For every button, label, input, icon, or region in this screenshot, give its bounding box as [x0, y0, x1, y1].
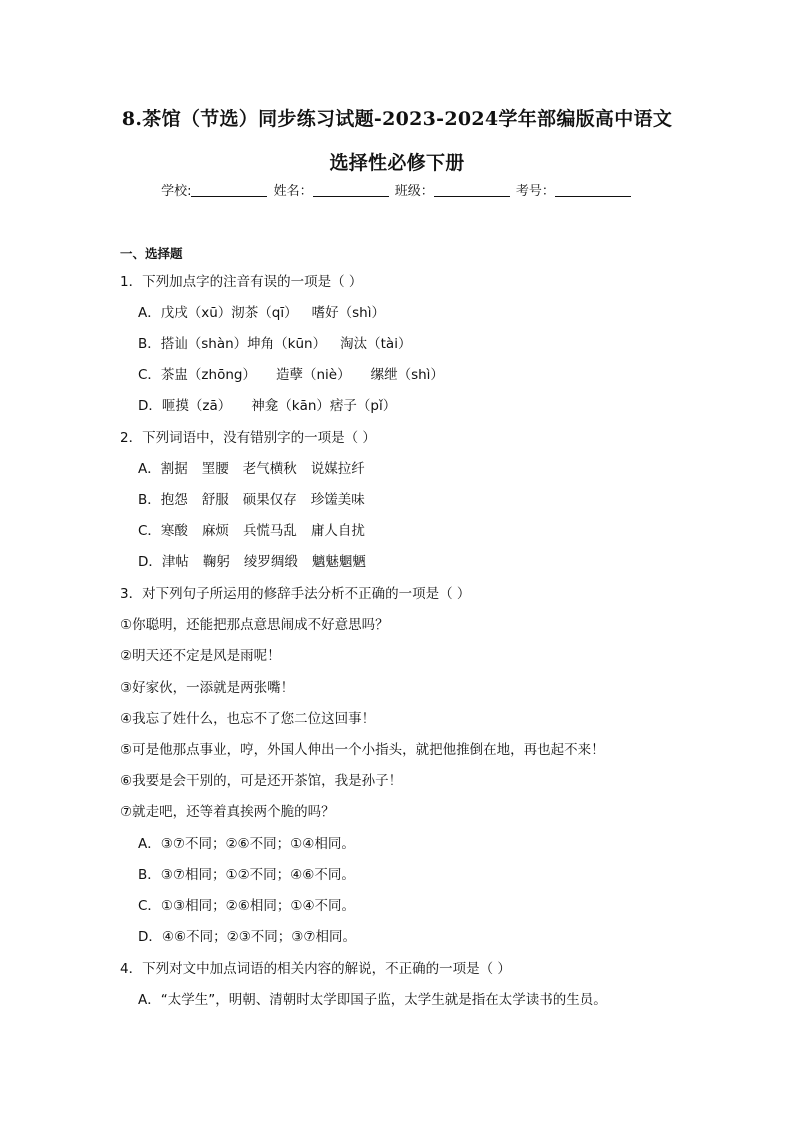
- option-text: 淘汰（tài）: [340, 336, 412, 352]
- option-text: 庸人自扰: [310, 523, 365, 539]
- question-3-sentence-5: ⑤可是他那点事业，哼，外国人伸出一个小指头，就把他推倒在地，再也起不来！: [120, 742, 605, 758]
- question-3-stem: 3．对下列句子所运用的修辞手法分析不正确的一项是（ ）: [120, 586, 471, 602]
- exam-number-blank: [555, 184, 631, 197]
- option-text: B．抱怨: [138, 492, 188, 508]
- class-label: 班级：: [394, 184, 434, 199]
- option-text: C．茶盅（zhōng）: [138, 367, 256, 383]
- question-3-sentence-4: ④我忘了姓什么，也忘不了您二位这回事！: [120, 711, 376, 727]
- class-blank: [434, 184, 510, 197]
- question-2-option-a: [138, 457, 365, 477]
- option-text: 嗜好（shì）: [311, 305, 385, 321]
- question-1-option-d: [138, 394, 396, 414]
- question-3-option-c: C．①③相同；②⑥相同；①④不同。: [138, 898, 356, 914]
- section-heading: 一、选择题: [120, 246, 183, 261]
- question-1-stem: 1．下列加点字的注音有误的一项是（ ）: [120, 274, 363, 290]
- option-text: 缧绁（shì）: [370, 367, 444, 383]
- option-text: 麻烦: [201, 523, 229, 539]
- option-text: 舒服: [201, 492, 229, 508]
- option-text: 罣腰: [201, 461, 229, 477]
- option-text: A．戊戌（xū）沏茶（qī）: [138, 305, 298, 321]
- question-3-option-b: B．③⑦相同；①②不同；④⑥不同。: [138, 867, 355, 883]
- question-3-sentence-7: ⑦就走吧，还等着真挨两个脆的吗？: [120, 804, 335, 820]
- option-text: 鞠躬: [202, 554, 230, 570]
- option-text: D．津帖: [138, 554, 189, 570]
- option-text: 硕果仅存: [242, 492, 297, 508]
- question-3-sentence-3: ③好家伙，一添就是两张嘴！: [120, 680, 295, 696]
- option-text: C．寒酸: [138, 523, 188, 539]
- name-blank: [313, 184, 389, 197]
- option-text: 老气横秋: [242, 461, 297, 477]
- question-1-option-c: [138, 363, 444, 383]
- question-3-sentence-1: ①你聪明，还能把那点意思闹成不好意思吗？: [120, 617, 389, 633]
- question-4-stem: 4．下列对文中加点词语的相关内容的解说，不正确的一项是（ ）: [120, 961, 511, 977]
- option-text: B．搭讪（shàn）坤角（kūn）: [138, 336, 327, 352]
- question-1-option-a: [138, 301, 385, 321]
- question-3-option-d: D．④⑥不同；②③不同；③⑦相同。: [138, 929, 357, 945]
- student-info-row: [0, 180, 794, 199]
- option-text: 兵慌马乱: [242, 523, 297, 539]
- option-text: 神龛（kān）痞子（pǐ）: [251, 398, 397, 414]
- question-1-option-b: [138, 332, 411, 352]
- name-label: 姓名：: [273, 184, 313, 199]
- document-title-line2: 选择性必修下册: [329, 152, 465, 174]
- question-2-option-d: [138, 550, 366, 570]
- option-text: A．割据: [138, 461, 188, 477]
- question-3-option-a: A．③⑦不同；②⑥不同；①④相同。: [138, 836, 355, 852]
- document-title-line1: 8.茶馆（节选）同步练习试题-2023-2024学年部编版高中语文: [121, 108, 673, 130]
- question-2-option-c: [138, 519, 365, 539]
- question-2-option-b: [138, 488, 365, 508]
- option-text: 珍馐美味: [310, 492, 365, 508]
- question-4-option-a: A．“太学生”，明朝、清朝时太学即国子监，太学生就是指在太学读书的生员。: [138, 992, 607, 1008]
- question-3-sentence-2: ②明天还不定是风是雨呢！: [120, 648, 281, 664]
- question-3-sentence-6: ⑥我要是会干别的，可是还开茶馆，我是孙子！: [120, 773, 403, 789]
- question-2-stem: 2．下列词语中，没有错别字的一项是（ ）: [120, 430, 376, 446]
- school-label: 学校:: [161, 184, 192, 199]
- school-blank: [191, 184, 267, 197]
- option-text: D．咂摸（zā）: [138, 398, 232, 414]
- option-text: 说媒拉纤: [310, 461, 365, 477]
- exam-number-label: 考号：: [515, 184, 555, 199]
- option-text: 造孽（niè）: [275, 367, 351, 383]
- option-text: 魑魅魍魉: [311, 554, 366, 570]
- option-text: 绫罗绸缎: [243, 554, 298, 570]
